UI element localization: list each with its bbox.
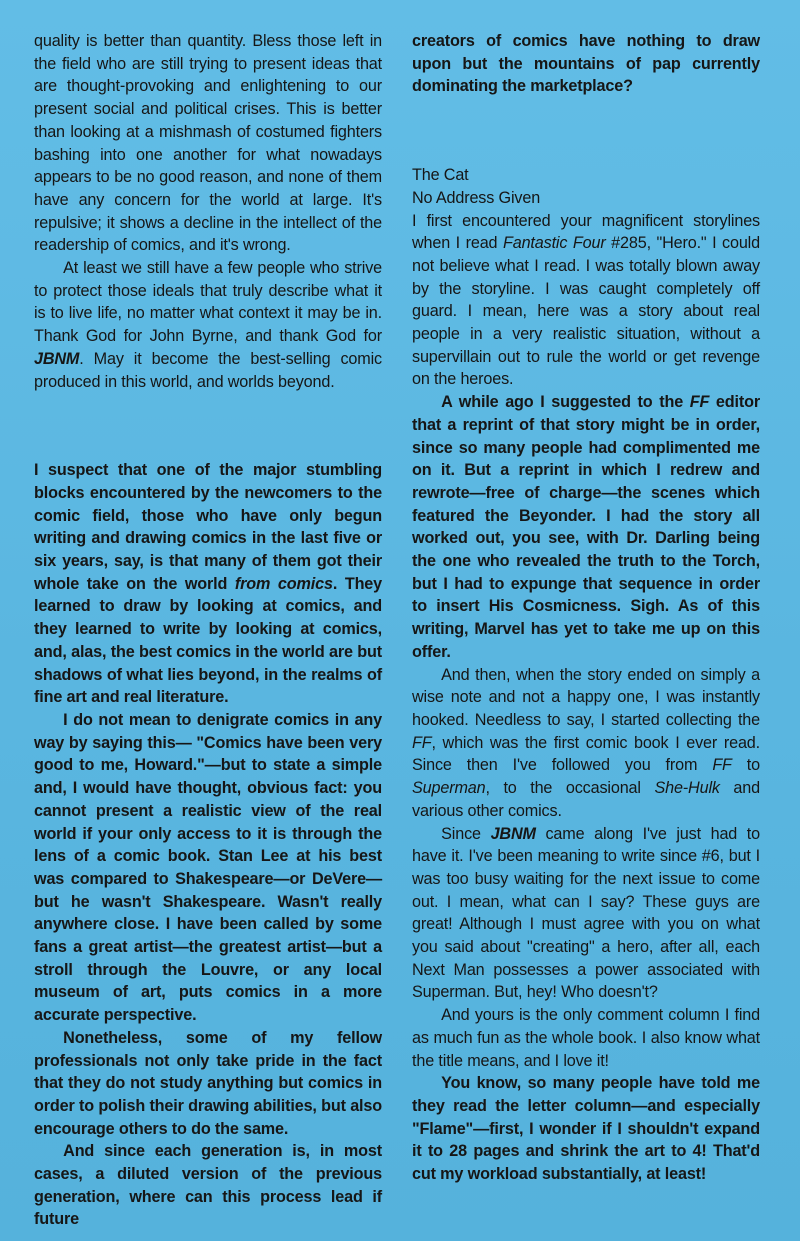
text-run: . May it become the best-selling comic produced in this world, and worlds beyond. <box>34 349 382 391</box>
text-run: came along I've just had to have it. I've been meaning to write since #6, but I was too busy waiting for the next issue to come out. I mean, what can I say? These guys are great! Although I must agree with you on what you said about "creating" a hero, after all, each Next Man possesses a power associated with Superman. But, hey! Who doesn't? <box>412 824 761 1002</box>
text-run: , to the occasional <box>485 779 655 798</box>
letter-paragraph <box>34 257 382 393</box>
text-run: A while ago I suggested to the <box>441 393 690 412</box>
title-emphasis: Superman <box>412 779 486 798</box>
paragraph-gap <box>34 393 382 459</box>
letter-paragraph: quality is better than quantity. Bless those left in the field who are still trying to present ideas that are thought-provoking and enlightening to our present social and political crises. This is better than looking at a mishmash of costumed fighters bashing into one another for what nowadays appears to be no good reason, and none of them have any concern for the world at large. It's repulsive; it shows a decline in the intellect of the readership of comics, and it's wrong. <box>34 32 382 255</box>
letter-paragraph <box>412 210 760 392</box>
editor-reply-paragraph: Nonetheless, some of my fellow professionals not only take pride in the fact that they do not study anything but comics in order to polish their drawing abilities, but also encourage others to do the same. <box>34 1028 382 1138</box>
title-emphasis: FF <box>689 393 710 412</box>
title-emphasis: JBNM <box>490 824 536 843</box>
text-run: editor that a reprint of that story might be in order, since so many people had complimented me on it. But a reprint in which I redrew and rewrote—free of charge—the scenes which featured the Beyonder. I had the story all worked out, you see, with Dr. Darling being the one who revealed the truth to the Torch, but I had to expunge that sequence in order to insert His Cosmicness. Sigh. As of this writing, Marvel has yet to take me up on this offer. <box>412 393 760 661</box>
text-run: At least we still have a few people who strive to protect those ideals that truly describe what it is to live life, no matter what context it may be in. Thank God for John Byrne, and thank God for <box>34 259 382 346</box>
paragraph-gap <box>412 98 760 164</box>
letter-signature-address: No Address Given <box>412 188 541 207</box>
text-run: , which was the first comic book I ever read. Since then I've followed you from <box>412 733 760 775</box>
emphasis: from comics <box>234 574 333 593</box>
editor-reply-paragraph: And since each generation is, in most cases, a diluted version of the previous generation, where can this process lead if future <box>34 1142 382 1229</box>
text-run: I suspect that one of the major stumbling blocks encountered by the newcomers to the comic field, those who have only begun writing and drawing comics in the last five or six years, say, is that many of them got their whole take on the world <box>34 461 382 593</box>
text-run: #285, "Hero." I could not believe what I read. I was totally blown away by the storyline. I was caught completely off guard. I mean, here was a story about real people in a very realistic situation, without a supervillain out to rule the world or get revenge on the heroes. <box>412 234 760 389</box>
text-run: to <box>731 756 760 775</box>
text-run: Since <box>441 824 491 843</box>
editor-reply-paragraph: I do not mean to denigrate comics in any way by saying this— "Comics have been very good to me, Howard."—but to state a simple and, I would have thought, obvious fact: you cannot present a realistic view of the real world if your only access to it is through the lens of a comic book. Stan Lee at his best was compared to Shakespeare—or DeVere—but he wasn't Shakespeare. Wasn't really anywhere close. I have been called by some fans a great artist—the greatest artist—but a stroll through the Louvre, or any local museum of art, puts comics in a more accurate perspective. <box>34 710 382 1025</box>
editor-reply-paragraph: You know, so many people have told me they read the letter column—and especially "Flame"—first, I wonder if I shouldn't expand it to 28 pages and shrink the art to 4! That'd cut my workload substantially, at least! <box>412 1074 760 1184</box>
text-run: And then, when the story ended on simply a wise note and not a happy one, I was instantly hooked. Needless to say, I started collecting the <box>412 665 760 729</box>
text-run: I first encountered your magnificent storylines when I read <box>412 211 760 253</box>
letter-paragraph: And yours is the only comment column I find as much fun as the whole book. I also know what the title means, and I love it! <box>412 1006 760 1070</box>
text-run: . They learned to draw by looking at comics, and they learned to write by looking at comics, and, alas, the best comics in the world are but shadows of what lies beyond, in the realms of fine art and real literature. <box>34 574 383 707</box>
letter-signature-name: The Cat <box>412 166 469 185</box>
editor-reply-paragraph <box>412 391 760 663</box>
left-column <box>34 30 382 1231</box>
title-emphasis: FF <box>712 756 732 775</box>
title-emphasis: Fantastic Four <box>502 234 606 253</box>
editor-reply-paragraph: creators of comics have nothing to draw upon but the mountains of pap currently dominating the marketplace? <box>412 32 760 96</box>
right-column <box>412 30 760 1186</box>
letter-paragraph <box>412 823 760 1005</box>
text-run: and various other comics. <box>412 779 760 820</box>
title-emphasis: JBNM <box>34 349 80 368</box>
editor-reply-paragraph <box>34 459 382 709</box>
letter-paragraph <box>412 664 760 823</box>
title-emphasis: She-Hulk <box>654 779 720 798</box>
title-emphasis: FF <box>412 733 432 752</box>
